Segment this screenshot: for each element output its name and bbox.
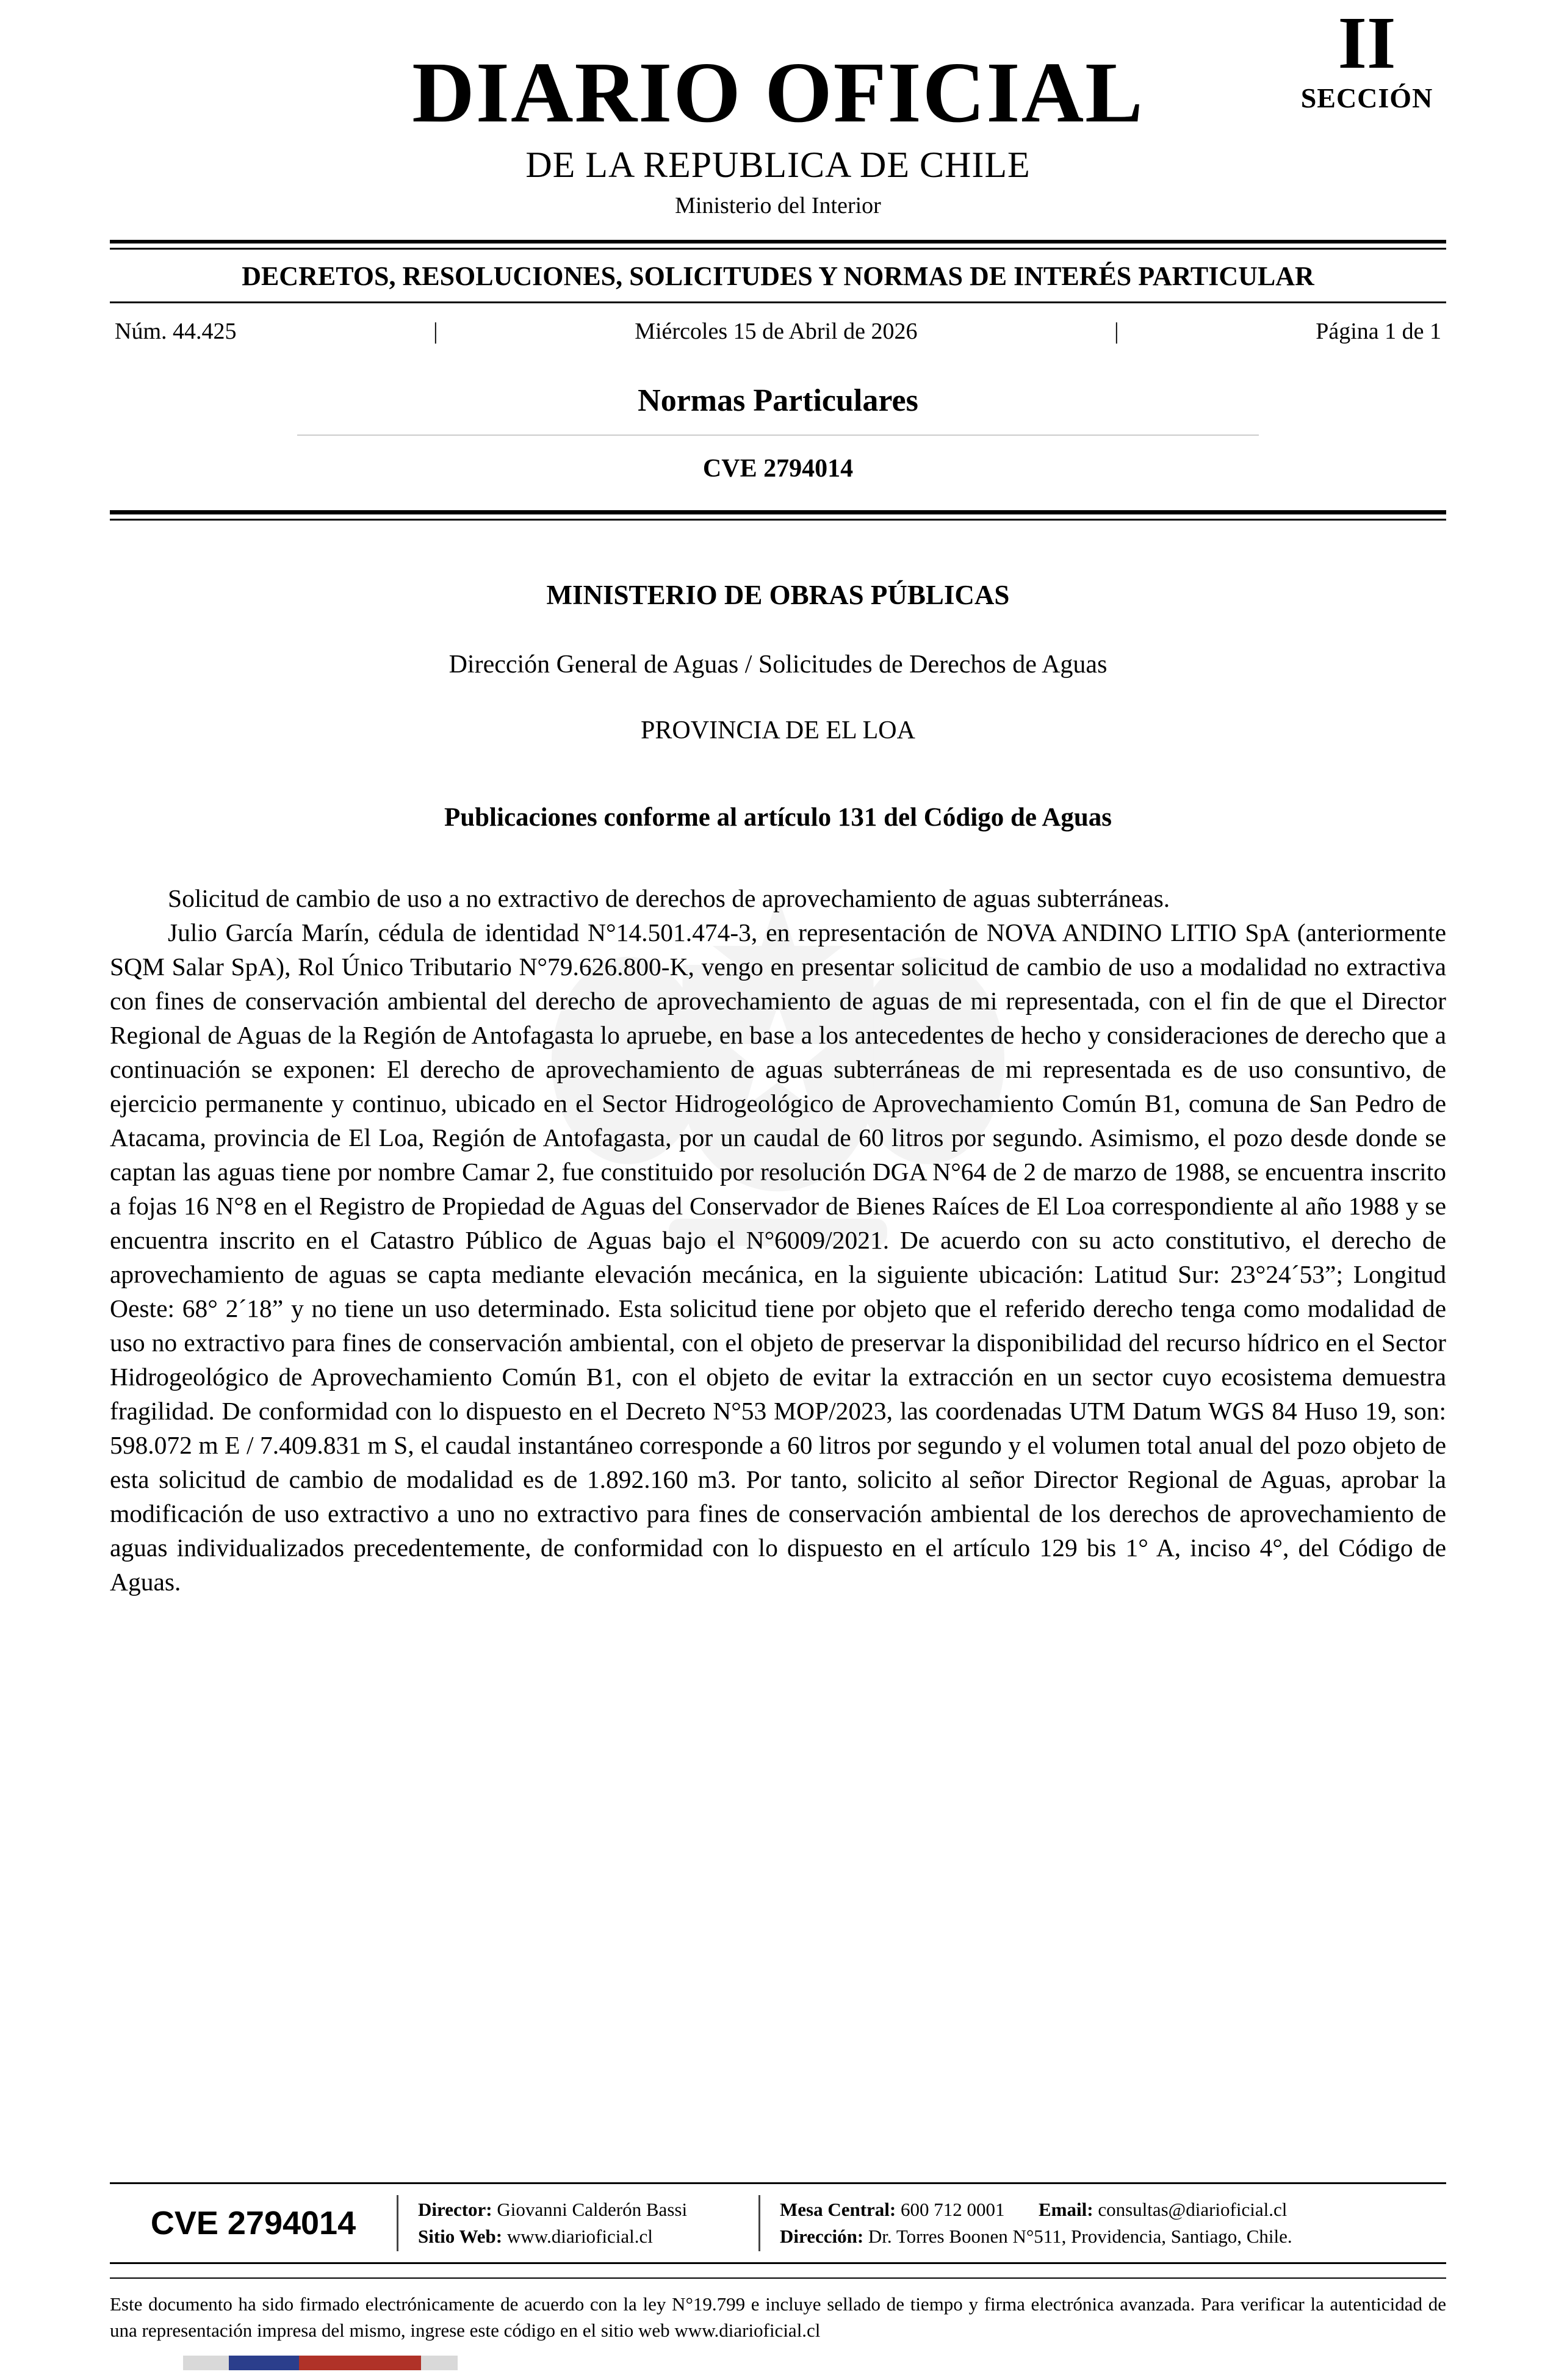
- rule-double-top: [110, 240, 1446, 250]
- article-ministry: MINISTERIO DE OBRAS PÚBLICAS: [546, 580, 1010, 610]
- cve-heading: CVE 2794014: [702, 455, 854, 483]
- paragraph-main: Julio García Marín, cédula de identidad N°14.501.474-3, en representación de NOVA ANDINO LITIO SpA (anteriormente SQM Salar SpA), Rol Único Tributario N°79.626.800-K, vengo en presentar solicitud de cambio de uso a modalidad no extractiva con fines de conservación ambiental del derecho de aprovechamiento de aguas de mi representada, con el fin de que el Director Regional de Aguas de la Región de Antofagasta lo apruebe, en base a los antecedentes de hecho y consideraciones de derecho que a continuación se exponen: El derecho de aprovechamiento de aguas subterráneas de mi representada es de uso consuntivo, de ejercicio permanente y continuo, ubicado en el Sector Hidrogeológico de Aprovechamiento Común B1, comuna de San Pedro de Atacama, provincia de El Loa, Región de Antofagasta, por un caudal de 60 litros por segundo. Asimismo, el pozo desde donde se captan las aguas tiene por nombre Camar 2, fue constituido por resolución DGA N°64 de 2 de marzo de 1988, se encuentra inscrito a fojas 16 N°8 en el Registro de Propiedad de Aguas del Conservador de Bienes Raíces de El Loa correspondiente al año 1988 y se encuentra inscrito en el Catastro Público de Aguas bajo el N°6009/2021. De acuerdo con su acto constitutivo, el derecho de aprovechamiento de aguas se capta mediante elevación mecánica, en la siguiente ubicación: Latitud Sur: 23°24´53”; Longitud Oeste: 68° 2´18” y no tiene un uso determinado. Esta solicitud tiene por objeto que el referido derecho tenga como modalidad de uso no extractivo para fines de conservación ambiental, con el objeto de preservar la disponibilidad del recurso hídrico en el Sector Hidrogeológico de Aprovechamiento Común B1, con el objeto de evitar la extracción en un sector cuyo ecosistema demuestra fragilidad. De conformidad con lo dispuesto en el Decreto N°53 MOP/2023, las coordenadas UTM Datum WGS 84 Huso 19, son: 598.072 m E / 7.409.831 m S, el caudal instantáneo corresponde a 60 litros por segundo y el volumen total anual del pozo objeto de esta solicitud de cambio de modalidad es de 1.892.160 m3. Por tanto, solicito al señor Director Regional de Aguas, aprobar la modificación de uso extractivo a uno no extractivo para fines de conservación ambiental de los derechos de aprovechamiento de aguas individualizados precedentemente, de conformidad con lo dispuesto en el artículo 129 bis 1° A, inciso 4°, del Código de Aguas.: [110, 918, 1446, 1596]
- flag-gray-segment: [183, 2356, 229, 2370]
- flag-gray-segment: [421, 2356, 458, 2370]
- footer-director-col: [398, 2193, 758, 2254]
- article-body: [110, 881, 1446, 1599]
- signature-disclaimer: Este documento ha sido firmado electrónicamente de acuerdo con la ley N°19.799 e incluye sellado de tiempo y firma electrónica avanzada. Para verificar la autenticidad de una representación impresa del mismo, ingrese este código en el sitio web www.diarioficial.cl: [110, 2277, 1446, 2343]
- issue-number: Núm. 44.425: [115, 319, 237, 344]
- footer-contact-line: [780, 2196, 1427, 2223]
- section-label: SECCIÓN: [1300, 82, 1433, 114]
- issue-info-row: [110, 303, 1446, 357]
- footer-contact-col: [760, 2193, 1446, 2254]
- email-label: Email:: [1039, 2199, 1093, 2220]
- mesa-label: Mesa Central:: [780, 2199, 896, 2220]
- page-indicator: Página 1 de 1: [1316, 319, 1441, 344]
- email-value: consultas@diarioficial.cl: [1098, 2199, 1288, 2220]
- address-value: Dr. Torres Boonen N°511, Providencia, Santiago, Chile.: [868, 2226, 1292, 2247]
- separator-bar: |: [433, 319, 438, 344]
- section-number: II: [1338, 2, 1396, 84]
- paper-subtitle: DE LA REPUBLICA DE CHILE: [525, 145, 1031, 185]
- section-heading: Normas Particulares: [638, 383, 918, 418]
- article-subject: Publicaciones conforme al artículo 131 del Código de Aguas: [444, 803, 1112, 832]
- masthead: [110, 0, 1446, 219]
- article-direction: Dirección General de Aguas / Solicitudes de Derechos de Aguas: [448, 651, 1108, 679]
- footer-cve: CVE 2794014: [150, 2205, 356, 2241]
- band-title: DECRETOS, RESOLUCIONES, SOLICITUDES Y NORMAS DE INTERÉS PARTICULAR: [242, 261, 1314, 291]
- footer-box: [110, 2182, 1446, 2264]
- separator-bar: |: [1114, 319, 1119, 344]
- site-label: Sitio Web:: [418, 2226, 503, 2247]
- paragraph-request: Solicitud de cambio de uso a no extractivo de derechos de aprovechamiento de aguas subterráneas.: [168, 884, 1170, 912]
- footer-director-line: [418, 2196, 739, 2223]
- section-block: [1291, 2, 1443, 114]
- footer-site-line: [418, 2223, 739, 2250]
- paper-title: DIARIO OFICIAL: [412, 44, 1144, 140]
- issue-date: Miércoles 15 de Abril de 2026: [635, 319, 918, 344]
- mesa-value: 600 712 0001: [901, 2199, 1005, 2220]
- flag-red-segment: [299, 2356, 421, 2370]
- flag-blue-segment: [229, 2356, 299, 2370]
- footer-address-line: [780, 2223, 1427, 2250]
- site-url: www.diarioficial.cl: [506, 2226, 653, 2247]
- director-label: Director:: [418, 2199, 492, 2220]
- paper-ministry: Ministerio del Interior: [675, 193, 881, 218]
- article-province: PROVINCIA DE EL LOA: [641, 716, 915, 745]
- address-label: Dirección:: [780, 2226, 864, 2247]
- director-name: Giovanni Calderón Bassi: [497, 2199, 688, 2220]
- flag-strip: [183, 2356, 458, 2370]
- light-rule: [297, 435, 1259, 436]
- rule-double-heavy: [110, 510, 1446, 521]
